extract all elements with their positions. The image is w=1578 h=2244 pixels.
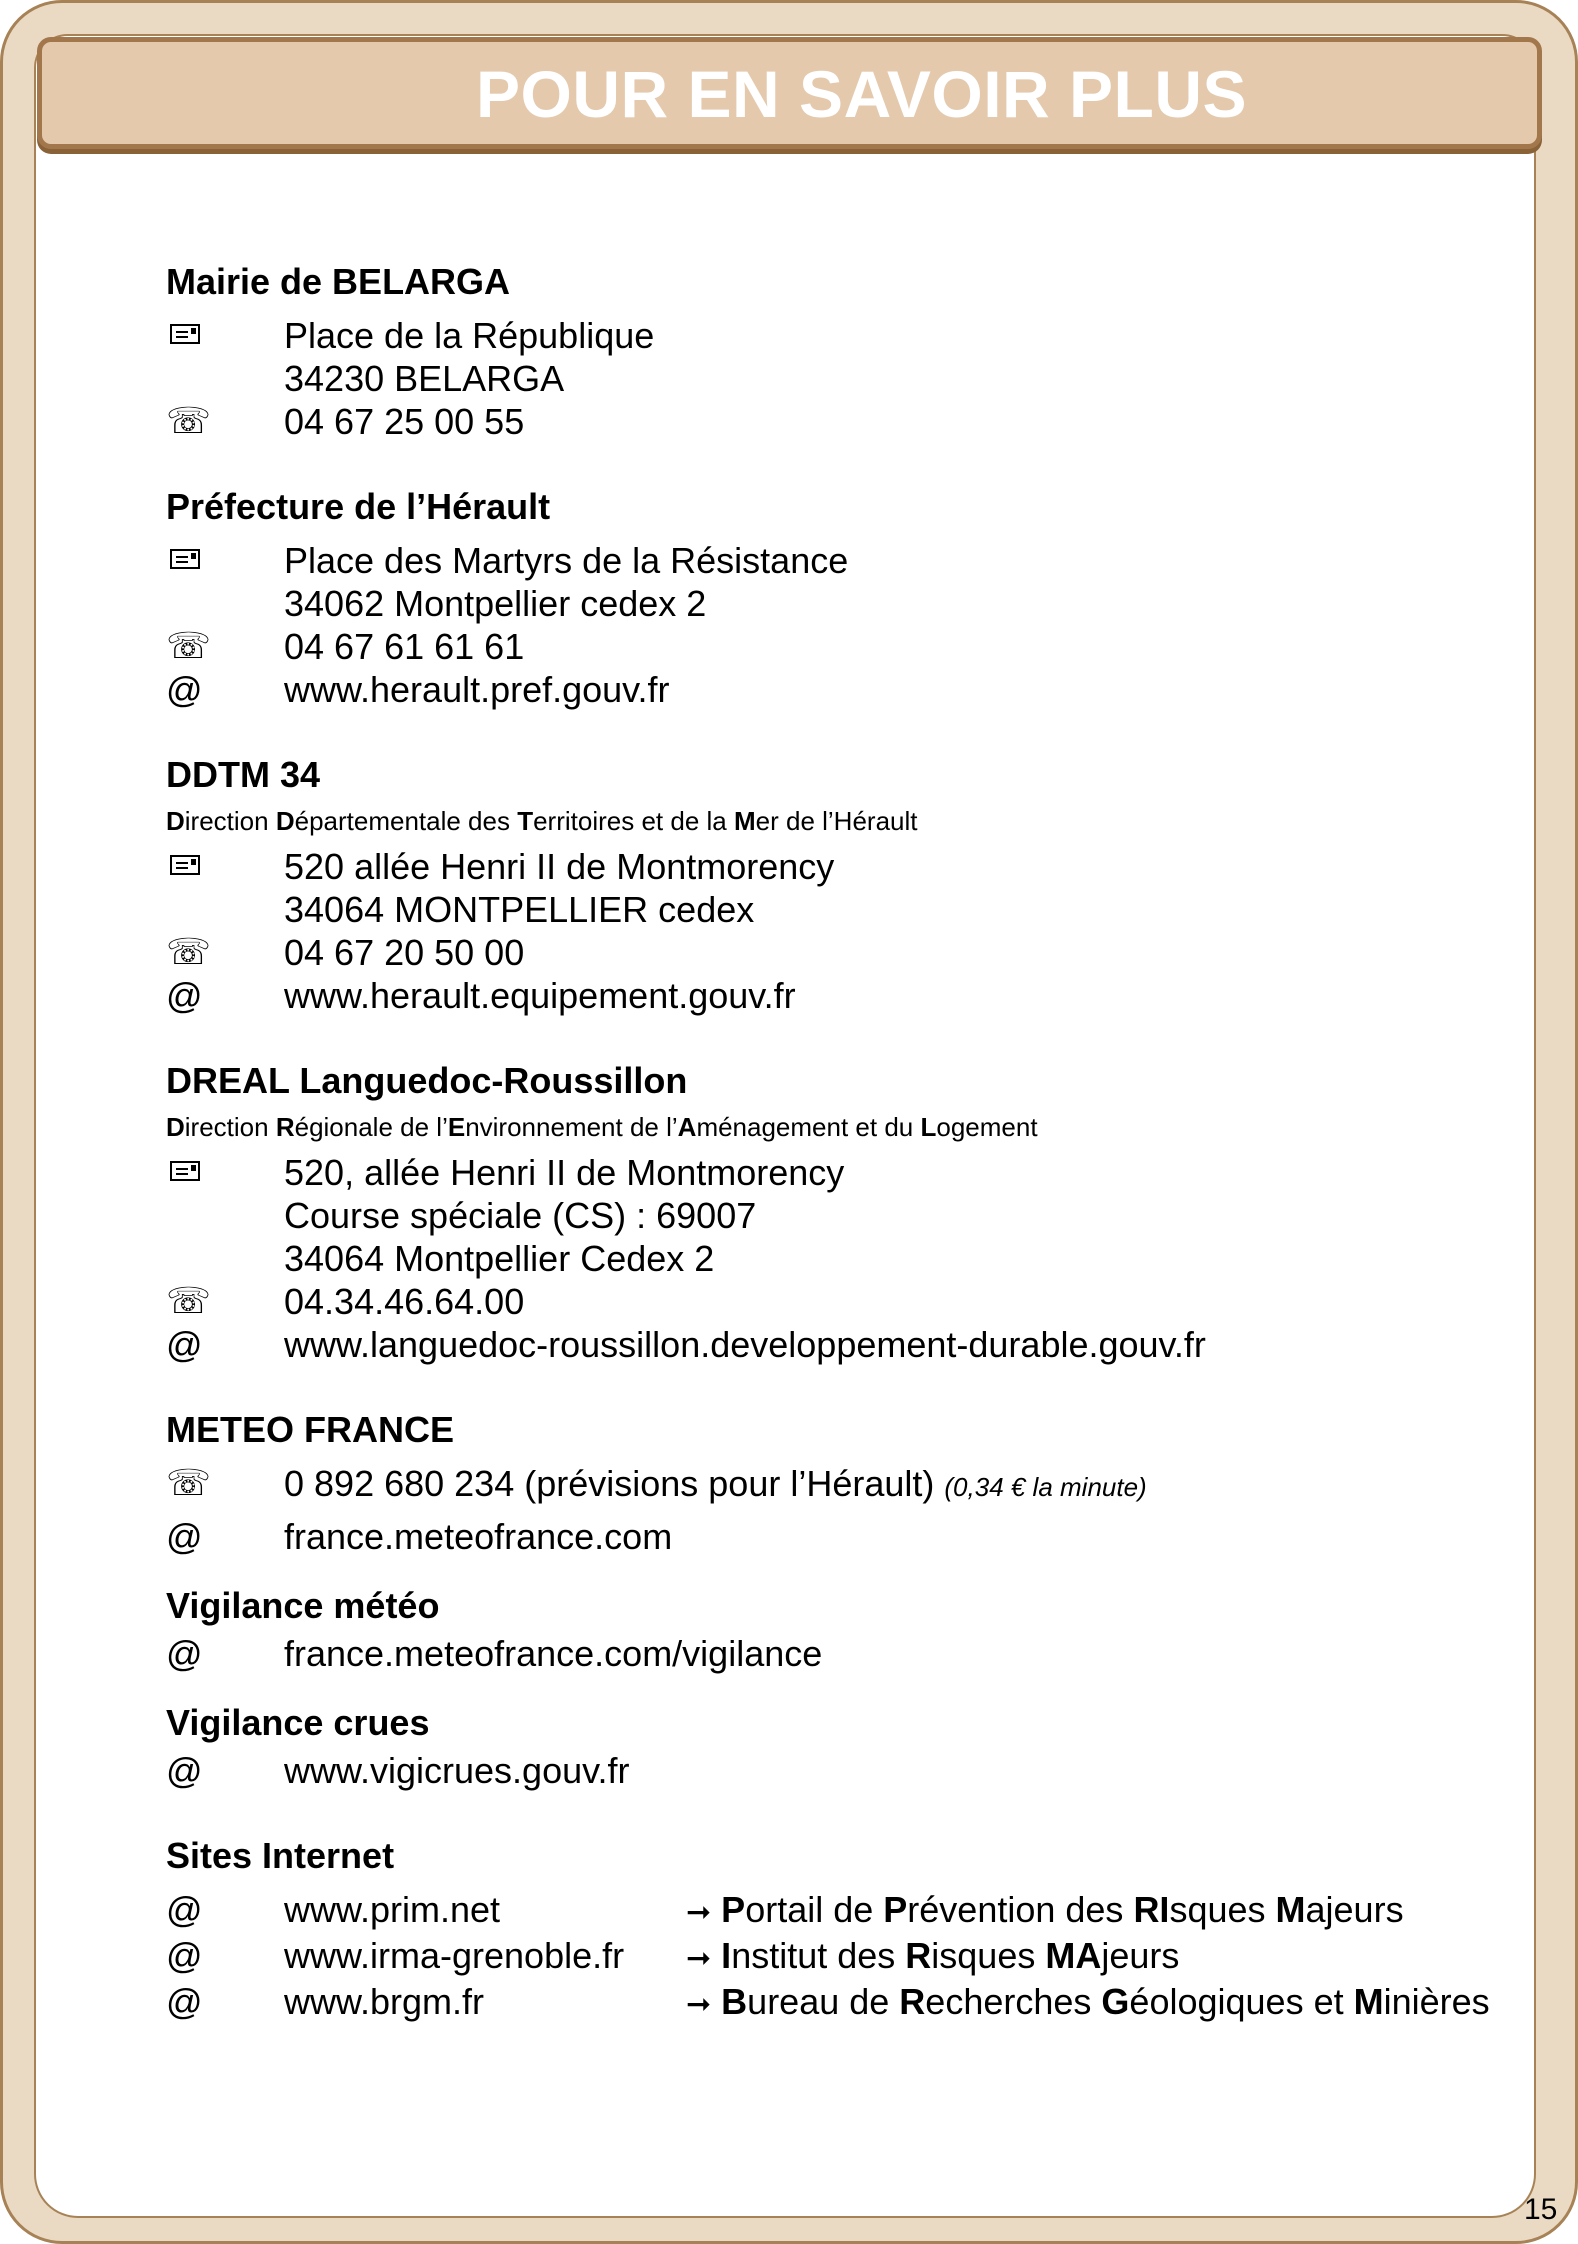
at-sign-icon: @ (166, 669, 203, 710)
contact-dreal (166, 1055, 1546, 1366)
telephone-icon: ☏ (166, 1463, 212, 1504)
site-description: Portail de Prévention des RIsques Majeurs (721, 1889, 1404, 1930)
web-link[interactable]: france.meteofrance.com (284, 1516, 673, 1557)
arrow-right-icon: ➞ (686, 1941, 712, 1976)
contacts-list (166, 256, 1546, 2026)
web-line (166, 1323, 1546, 1366)
site-row (166, 1934, 1546, 1980)
address-line: 34062 Montpellier cedex 2 (284, 583, 707, 624)
org-name: DDTM 34 (166, 754, 321, 795)
address-line: 34064 Montpellier Cedex 2 (284, 1238, 715, 1279)
phone-line: ☏ 04 67 20 50 00 (166, 932, 525, 973)
arrow-right-icon: ➞ (686, 1895, 712, 1930)
site-row (166, 1980, 1546, 2026)
org-name: METEO FRANCE (166, 1409, 454, 1450)
org-name: Vigilance météo (166, 1585, 440, 1626)
web-link[interactable]: www.vigicrues.gouv.fr (284, 1750, 630, 1791)
web-line (166, 974, 1546, 1017)
address-line: 34230 BELARGA (284, 358, 565, 399)
envelope-icon (166, 845, 226, 888)
address-line: 520, allée Henri II de Montmorency (166, 1151, 1546, 1194)
web-line (166, 1749, 1546, 1792)
at-sign-icon: @ (166, 975, 203, 1016)
at-sign-icon: @ (166, 1935, 203, 1976)
address-line: Place des Martyrs de la Résistance (166, 539, 1546, 582)
web-link[interactable]: www.prim.net (284, 1889, 501, 1930)
page-number: 15 (1524, 2193, 1558, 2226)
page-title: POUR EN SAVOIR PLUS (476, 57, 1248, 131)
arrow-right-icon: ➞ (686, 1987, 712, 2022)
web-link[interactable]: www.brgm.fr (284, 1981, 485, 2022)
web-link[interactable]: www.languedoc-roussillon.developpement-durable.gouv.fr (284, 1324, 1206, 1365)
telephone-icon: ☏ (166, 401, 212, 442)
address-line: 34064 MONTPELLIER cedex (284, 889, 755, 930)
org-name: Préfecture de l’Hérault (166, 486, 551, 527)
web-link[interactable]: www.irma-grenoble.fr (284, 1935, 625, 1976)
web-line (166, 668, 1546, 711)
contact-meteo-france (166, 1404, 1546, 1558)
site-row (166, 1888, 1546, 1934)
phone-line: ☏ 04.34.46.64.00 (166, 1281, 525, 1322)
telephone-icon: ☏ (166, 626, 212, 667)
address-line: Place de la République (166, 314, 1546, 357)
contact-ddtm (166, 749, 1546, 1017)
web-link[interactable]: www.herault.equipement.gouv.fr (284, 975, 796, 1016)
web-link[interactable]: france.meteofrance.com/vigilance (284, 1633, 823, 1674)
address-line: 520 allée Henri II de Montmorency (166, 845, 1546, 888)
contact-vigilance-crues (166, 1697, 1546, 1792)
org-full-name: Direction Départementale des Territoires et de la Mer de l’Hérault (166, 806, 918, 836)
envelope-icon (166, 314, 226, 357)
envelope-icon (166, 1151, 226, 1194)
phone-line: ☏ 04 67 25 00 55 (166, 401, 525, 442)
org-name: Mairie de BELARGA (166, 261, 511, 302)
org-name: DREAL Languedoc-Roussillon (166, 1060, 688, 1101)
phone-line: ☏ 0 892 680 234 (prévisions pour l’Hérault) (0,34 € la minute) (166, 1463, 1147, 1504)
section-title: Sites Internet (166, 1835, 395, 1876)
at-sign-icon: @ (166, 1750, 203, 1791)
at-sign-icon: @ (166, 1889, 203, 1930)
web-line (166, 1515, 1546, 1558)
at-sign-icon: @ (166, 1324, 203, 1365)
at-sign-icon: @ (166, 1981, 203, 2022)
at-sign-icon: @ (166, 1516, 203, 1557)
telephone-icon: ☏ (166, 1281, 212, 1322)
contact-vigilance-meteo (166, 1580, 1546, 1675)
web-link[interactable]: www.herault.pref.gouv.fr (284, 669, 670, 710)
telephone-icon: ☏ (166, 932, 212, 973)
price-note: (0,34 € la minute) (944, 1472, 1147, 1502)
address-line: Course spéciale (CS) : 69007 (284, 1195, 757, 1236)
contact-mairie (166, 256, 1546, 443)
sites-internet (166, 1830, 1546, 2026)
web-line (166, 1632, 1546, 1675)
org-full-name: Direction Régionale de l’Environnement de l’Aménagement et du Logement (166, 1112, 1038, 1142)
contact-prefecture (166, 481, 1546, 711)
site-description: Bureau de Recherches Géologiques et Minières (721, 1981, 1490, 2022)
phone-line: ☏ 04 67 61 61 61 (166, 626, 525, 667)
envelope-icon (166, 539, 226, 582)
site-description: Institut des Risques MAjeurs (721, 1935, 1180, 1976)
at-sign-icon: @ (166, 1633, 203, 1674)
org-name: Vigilance crues (166, 1702, 430, 1743)
